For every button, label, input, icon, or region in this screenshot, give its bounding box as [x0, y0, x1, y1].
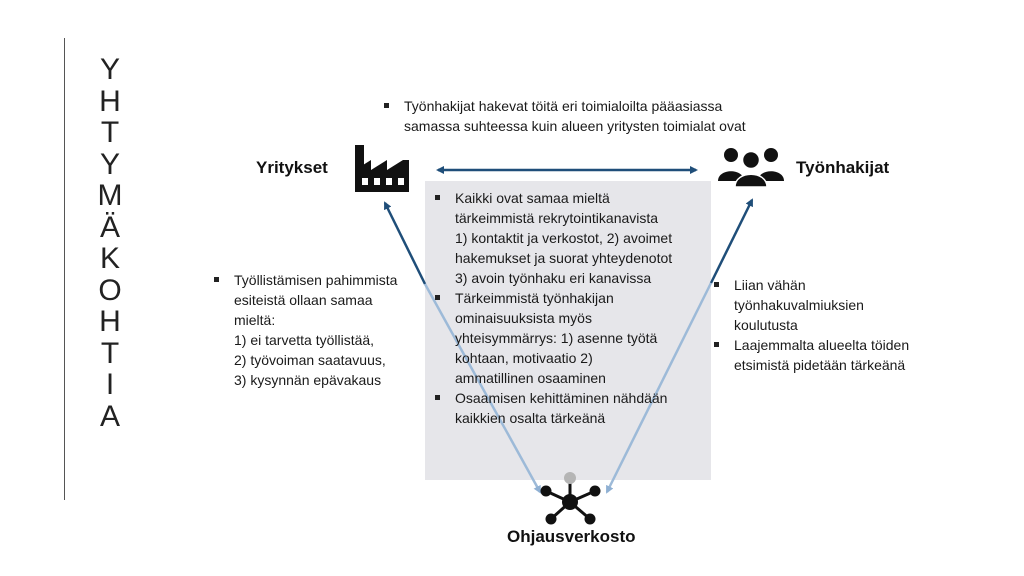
network-hub-icon	[541, 472, 601, 525]
vertical-title-letter: I	[105, 368, 115, 401]
vertical-title-letter: T	[100, 116, 120, 149]
people-group-icon	[718, 148, 784, 187]
vertical-title-letter: M	[97, 179, 123, 212]
center-bullet-item: Kaikki ovat samaa mieltä tärkeimmistä rekrytointikanavista 1) kontaktit ja verkostot, 2) avoimet hakemukset ja suorat yhteydenotot 3) avoin työnhaku eri kanavissa	[433, 188, 709, 288]
right-bullet-item: Laajemmalta alueelta töiden etsimistä pidetään tärkeänä	[712, 335, 909, 375]
vertical-title-letter: Y	[99, 147, 120, 181]
vertical-title-letter: O	[98, 273, 122, 307]
right-bullet-item: Liian vähän työnhakuvalmiuksien koulutusta	[712, 275, 909, 335]
vertical-title-letter: H	[99, 305, 121, 338]
jobseekers-label: Työnhakijat	[796, 158, 890, 177]
top-bullet-item: Työnhakijat hakevat töitä eri toimialoilta pääasiassa samassa suhteessa kuin alueen yritysten toimialat ovat	[382, 96, 746, 136]
vertical-title-letter: A	[99, 399, 120, 433]
vertical-title-letter: Ä	[99, 210, 120, 244]
left-bullet-item: Työllistämisen pahimmista esiteistä ollaan samaa mieltä: 1) ei tarvetta työllistää, 2) työvoiman saatavuus, 3) kysynnän epävakaus	[212, 270, 397, 390]
vertical-title-letter: K	[99, 242, 120, 275]
center-bullet-item: Tärkeimmistä työnhakijan ominaisuuksista myös yhteisymmärrys: 1) asenne työtä kohtaan, motivaatio 2) ammatillinen osaaminen	[433, 288, 709, 388]
network-label: Ohjausverkosto	[507, 527, 636, 546]
factory-icon	[355, 145, 409, 192]
vertical-title-letter: H	[99, 84, 121, 118]
center-bullets	[433, 188, 709, 428]
vertical-title-letter: T	[100, 336, 120, 370]
vertical-title-letter: Y	[99, 53, 120, 86]
jobseekers-network-arrow-outer	[711, 200, 752, 283]
center-bullet-item: Osaamisen kehittäminen nähdään kaikkien osalta tärkeänä	[433, 388, 709, 428]
companies-network-arrow-outer	[385, 203, 425, 284]
companies-label: Yritykset	[256, 158, 328, 177]
